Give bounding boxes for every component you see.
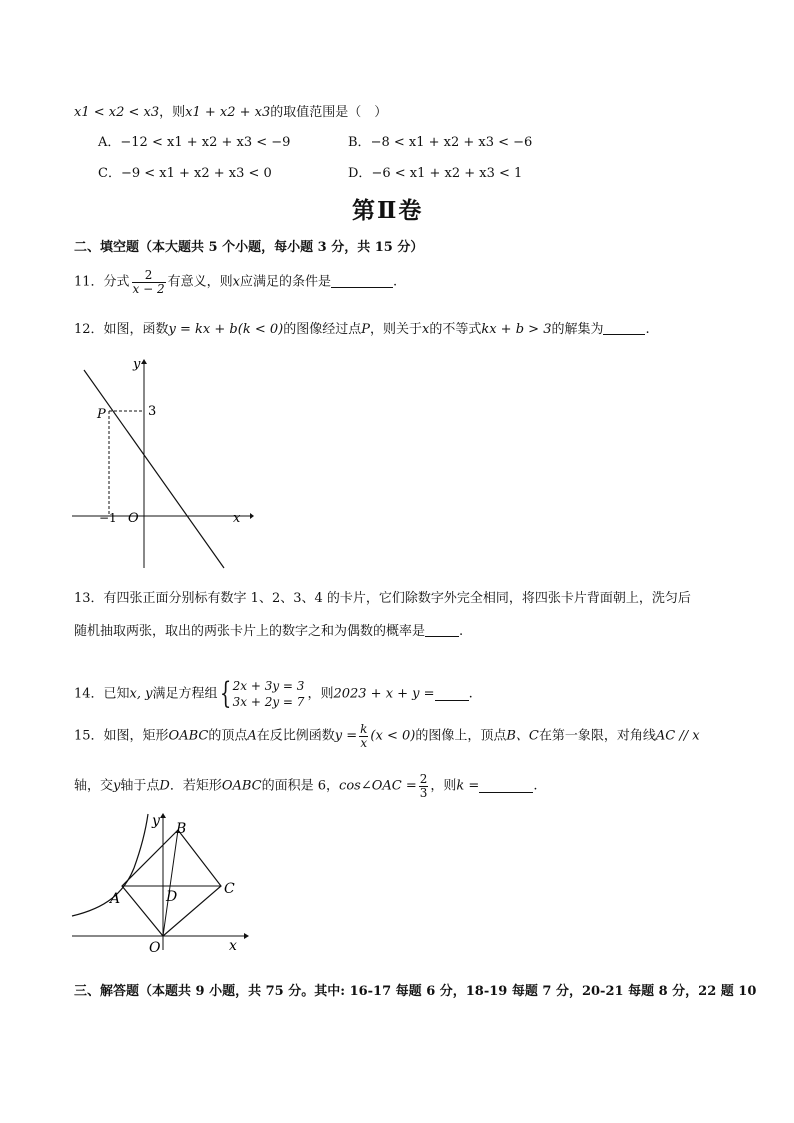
q11-text-a: 有意义，则 xyxy=(167,274,233,290)
q11 xyxy=(74,269,397,295)
q13-end: . xyxy=(459,624,464,639)
part-heading: 第Ⅱ卷 xyxy=(352,197,424,224)
q15-answer-blank[interactable] xyxy=(479,780,533,793)
q13-text: 随机抽取两张，取出的两张卡片上的数字之和为偶数的概率是 xyxy=(74,624,426,639)
q11-var: x xyxy=(232,274,240,290)
frac-denominator: 3 xyxy=(419,785,428,800)
frac-numerator: 2 xyxy=(132,269,166,283)
q12-text-a: 的图像经过点 xyxy=(283,322,362,337)
option-label: A． xyxy=(98,135,121,150)
q15-line2 xyxy=(74,773,537,799)
q14-eq1: 2x + 3y = 3 xyxy=(232,679,305,693)
y-label: y xyxy=(133,357,141,372)
q13-answer-blank[interactable] xyxy=(425,624,459,637)
q14-vars: x, y xyxy=(129,686,153,702)
y-axis-arrow xyxy=(160,813,166,818)
q11-answer-blank[interactable] xyxy=(331,275,393,288)
q14 xyxy=(74,678,473,710)
q10-sum-math: x1 + x2 + x3 xyxy=(185,105,271,120)
q12 xyxy=(74,322,650,336)
q12-figure xyxy=(66,350,256,575)
q15-line2-c: ．若矩形 xyxy=(169,778,222,794)
q15-y-var: y xyxy=(113,778,121,794)
option-text: −6 < x1 + x2 + x3 < 1 xyxy=(371,166,523,181)
q12-end: . xyxy=(645,322,650,337)
option-label: D． xyxy=(348,166,372,181)
diagonal-ob xyxy=(163,830,178,936)
vertex-b-label: B xyxy=(176,821,187,837)
q15-end: . xyxy=(533,778,538,794)
vertex-c-label: C xyxy=(224,881,235,897)
rectangle-oabc xyxy=(122,830,221,936)
q10-option-b[interactable] xyxy=(348,136,532,149)
option-text: −12 < x1 + x2 + x3 < −9 xyxy=(120,135,291,150)
q15-text-b: 在反比例函数 xyxy=(256,728,335,744)
q10-condition-line xyxy=(74,106,387,119)
function-line xyxy=(84,370,224,568)
q12-cond: (k < 0) xyxy=(237,322,284,337)
q15-line1 xyxy=(74,723,700,749)
q15-diagonal: AC // x xyxy=(655,728,700,744)
frac-denominator: x − 2 xyxy=(132,281,165,296)
q11-text-b: 应满足的条件是 xyxy=(240,274,332,290)
option-text: −8 < x1 + x2 + x3 < −6 xyxy=(370,135,533,150)
q10-mid-text: ，则 xyxy=(159,105,186,120)
left-brace-icon: { xyxy=(219,676,231,712)
q15-k: k = xyxy=(456,778,480,794)
origin-label: O xyxy=(128,511,139,526)
x-label: x xyxy=(229,938,237,954)
q15-func-lhs: y = xyxy=(334,728,358,744)
section3-title: 三、解答题（本题共 9 小题，共 75 分。其中: 16-17 每题 6 分，18-19 每题 7 分，20-21 每题 8 分，22 题 10 xyxy=(74,984,757,999)
q12-answer-blank[interactable] xyxy=(603,322,645,335)
tick-3-label: 3 xyxy=(148,404,157,419)
q14-text-b: ，则 xyxy=(307,686,334,702)
q11-number: 11．分式 xyxy=(74,274,130,290)
q15-cos: cos∠OAC = xyxy=(339,778,417,794)
q12-text-c: 的不等式 xyxy=(429,322,482,337)
q11-fraction xyxy=(132,269,166,295)
vertex-a-label: A xyxy=(110,891,121,907)
origin-label: O xyxy=(149,940,161,956)
q15-rect: OABC xyxy=(168,728,209,744)
q12-point: P xyxy=(361,322,370,337)
y-label: y xyxy=(152,813,160,829)
q14-expr: 2023 + x + y = xyxy=(333,686,435,702)
q14-number: 14．已知 xyxy=(74,686,130,702)
q15-vertices-bc: B、C xyxy=(506,728,539,744)
q12-number: 12．如图，函数 xyxy=(74,322,169,337)
q15-fraction xyxy=(359,723,368,749)
q15-line2-b: 轴于点 xyxy=(120,778,160,794)
q13-line2 xyxy=(74,624,463,638)
q10-option-c[interactable] xyxy=(98,167,272,180)
q12-text-d: 的解集为 xyxy=(551,322,604,337)
point-d-label: D xyxy=(166,889,178,905)
q15-cos-fraction xyxy=(419,773,429,799)
q12-text-b: ，则关于 xyxy=(369,322,422,337)
q15-line2-d: 的面积是 6， xyxy=(261,778,340,794)
q15-rect2: OABC xyxy=(221,778,262,794)
q12-ineq: kx + b > 3 xyxy=(481,322,552,337)
q15-figure xyxy=(66,808,256,958)
q15-text-a: 的顶点 xyxy=(208,728,248,744)
q12-var: x xyxy=(421,322,430,337)
frac-numerator: k xyxy=(360,722,368,736)
q15-text-c: 的图像上，顶点 xyxy=(415,728,507,744)
x-axis-arrow xyxy=(244,933,249,939)
q10-option-a[interactable] xyxy=(98,136,290,149)
q12-func: y = kx + b xyxy=(168,322,238,337)
q14-end: . xyxy=(468,686,473,702)
option-label: C． xyxy=(98,166,121,181)
q10-suffix: 的取值范围是（ ） xyxy=(270,105,388,120)
frac-numerator: 2 xyxy=(419,772,428,786)
q14-answer-blank[interactable] xyxy=(435,688,469,701)
q13-line1: 13．有四张正面分别标有数字 1、2、3、4 的卡片，它们除数字外完全相同，将四张卡片背面朝上，洗匀后 xyxy=(74,591,691,606)
q10-condition-math: x1 < x2 < x3 xyxy=(74,105,160,120)
option-text: −9 < x1 + x2 + x3 < 0 xyxy=(120,166,272,181)
q15-line2-a: 轴，交 xyxy=(74,778,114,794)
section2-title: 二、填空题（本大题共 5 个小题，每小题 3 分，共 15 分） xyxy=(74,240,424,255)
q14-system xyxy=(233,678,305,710)
frac-denominator: x xyxy=(360,735,368,750)
x-label: x xyxy=(233,511,241,526)
point-p-label: P xyxy=(97,407,106,422)
q15-line2-e: ，则 xyxy=(430,778,457,794)
q11-end: . xyxy=(393,274,398,290)
tick-neg1-label: −1 xyxy=(99,511,117,525)
q15-number: 15．如图，矩形 xyxy=(74,728,169,744)
q15-point-d: D xyxy=(159,778,170,794)
x-axis-arrow xyxy=(250,513,254,519)
q14-eq2: 3x + 2y = 7 xyxy=(232,695,305,710)
q10-option-d[interactable] xyxy=(348,167,522,180)
q14-text-a: 满足方程组 xyxy=(152,686,218,702)
option-label: B． xyxy=(348,135,371,150)
q15-domain: (x < 0) xyxy=(370,728,416,744)
q15-vertex-a: A xyxy=(247,728,257,744)
y-axis-arrow xyxy=(141,359,147,364)
q15-text-d: 在第一象限，对角线 xyxy=(538,728,656,744)
